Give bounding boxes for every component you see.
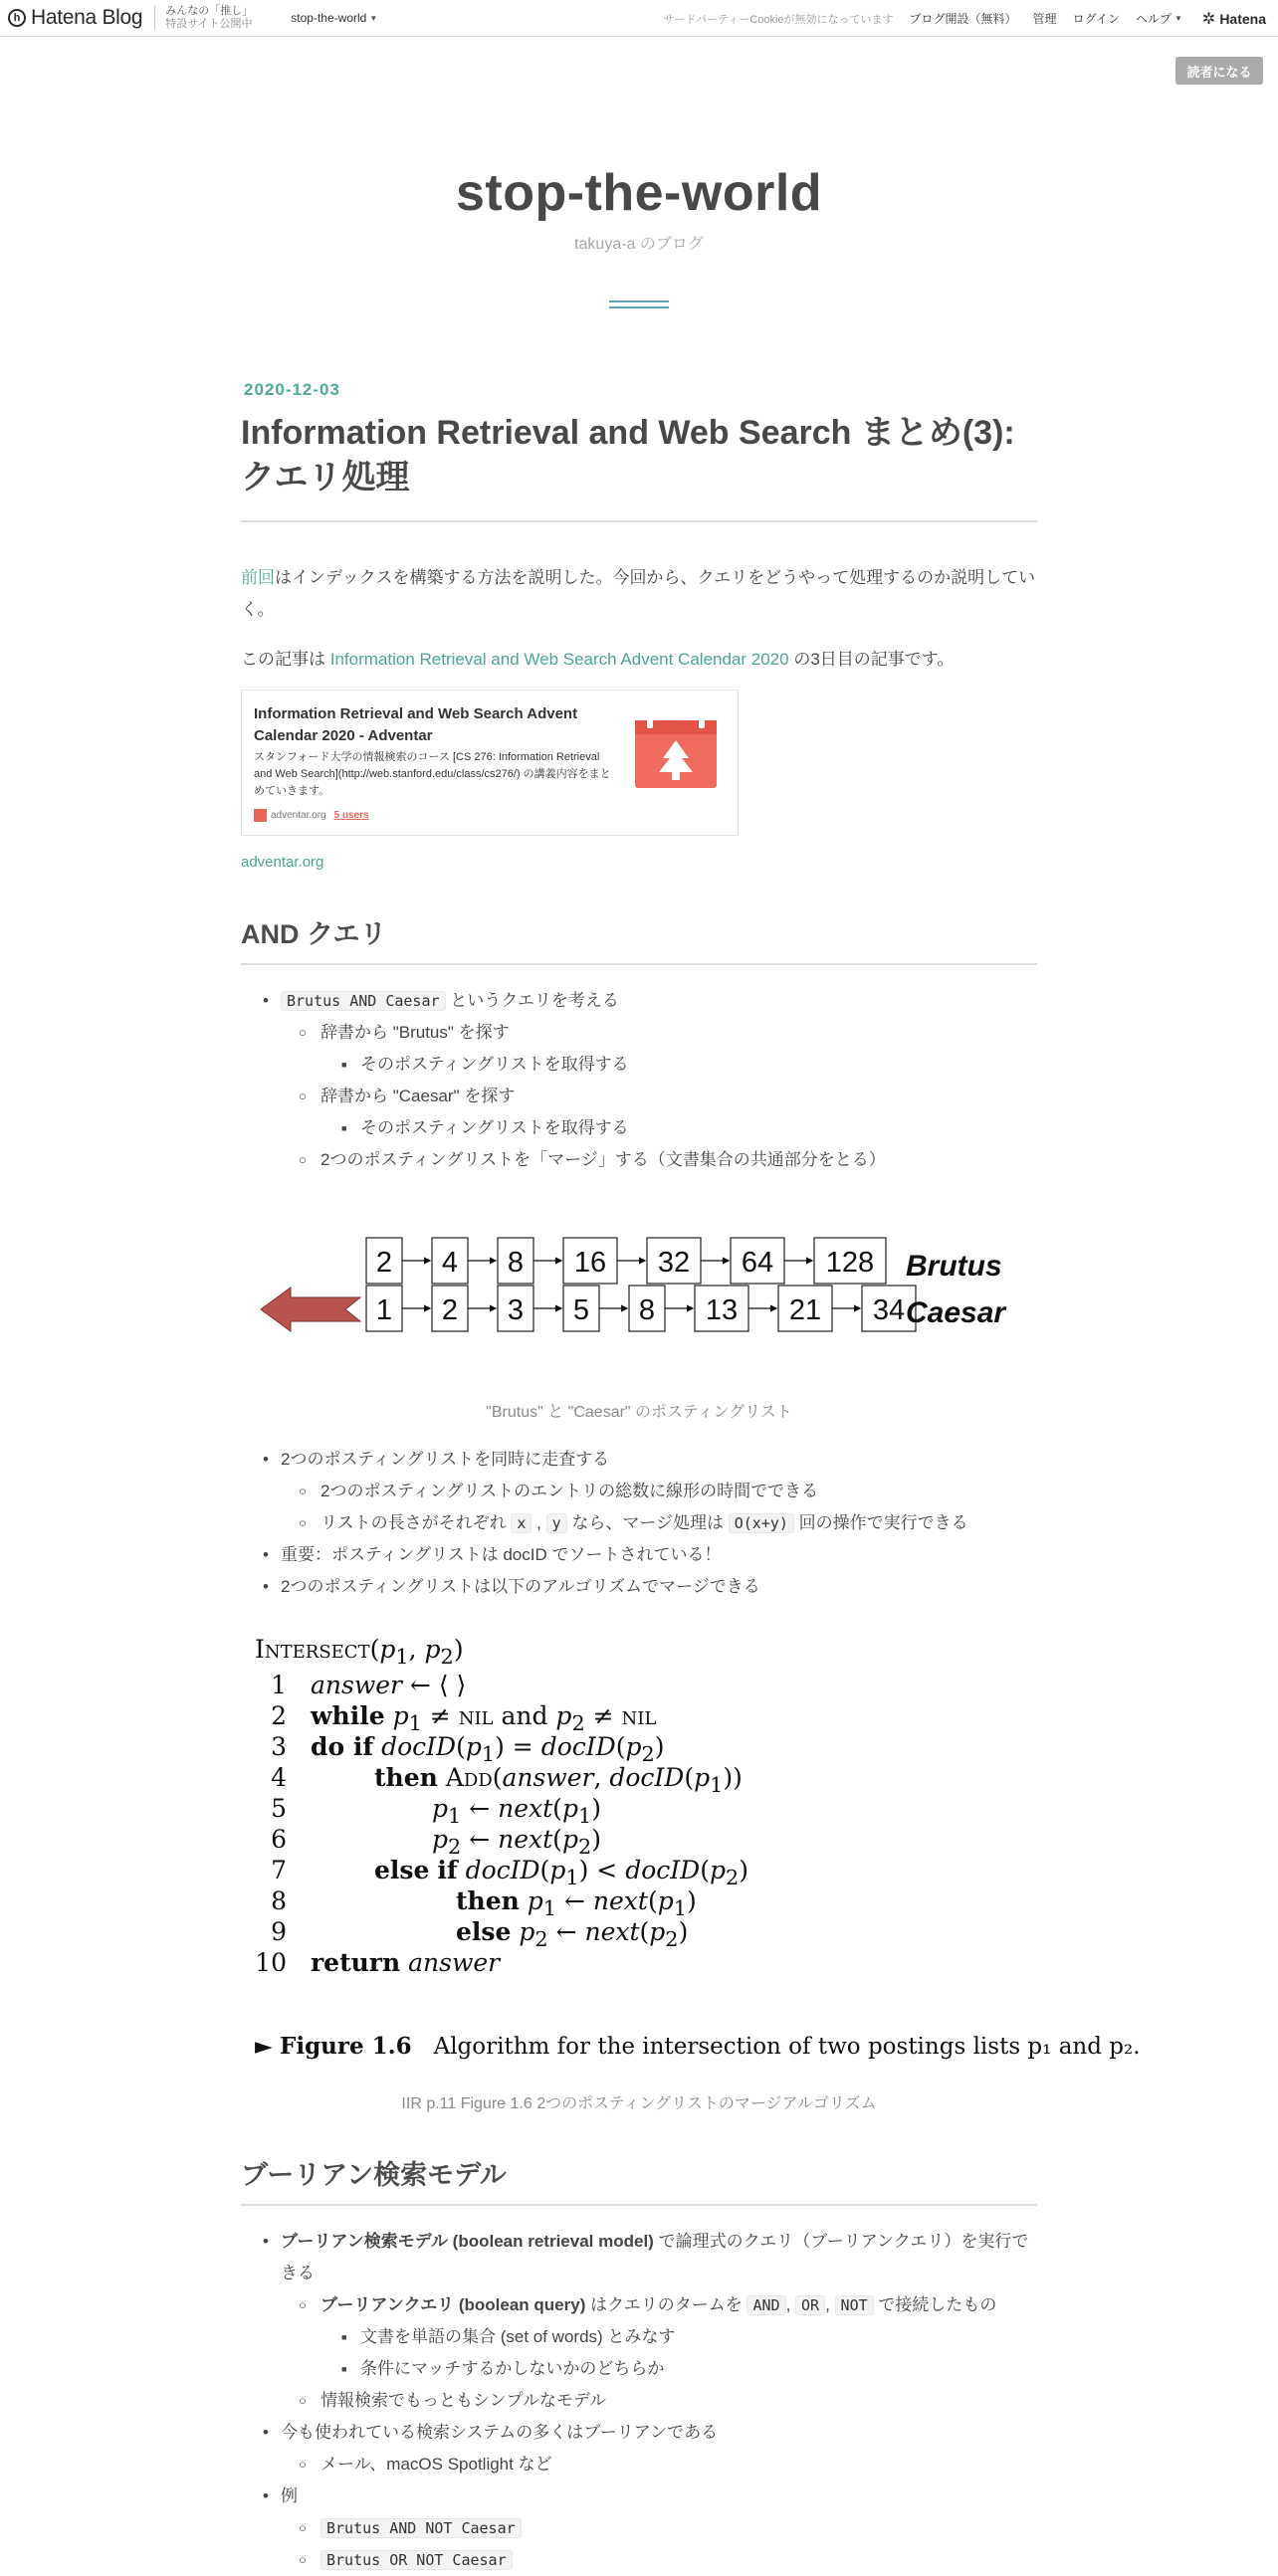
nav-admin-link[interactable]: 管理 — [1032, 12, 1057, 26]
list-item: ○ 2つのポスティングリストを「マージ」する（文書集合の共通部分をとる） — [241, 1144, 1037, 1176]
algo-line: while $p_1$ ≠ nil and $p_2$ ≠ nil — [311, 1701, 657, 1735]
embed-card-site — [254, 809, 369, 822]
section-heading-boolean-model: ブーリアン検索モデル — [241, 2153, 1037, 2206]
list-item-text: 回の操作で実行できる — [793, 1513, 968, 1532]
brutus-posting-value: 32 — [657, 1247, 691, 1279]
list-item — [241, 985, 1037, 1017]
bold-term: ブーリアン検索モデル (boolean retrieval model) — [281, 2232, 654, 2251]
algo-line: then $p_1$ ← $next(p_1)$ — [456, 1886, 697, 1920]
list-item — [241, 2226, 1037, 2289]
list-item — [241, 1507, 1037, 1539]
caesar-posting-value: 1 — [375, 1294, 393, 1326]
algo-line: return answer — [311, 1948, 501, 1977]
title-ornament — [609, 300, 669, 308]
header-nav — [663, 0, 1278, 37]
intro-text: はインデックスを構築する方法を説明した。今回から、クエリをどうやって処理するのか説明していく。 — [241, 568, 1036, 619]
blog-switcher[interactable] — [291, 11, 377, 25]
figure1-caption: "Brutus" と "Caesar" のポスティングリスト — [486, 1404, 792, 1421]
subscribe-button[interactable]: 読者になる — [1175, 57, 1263, 85]
nav-signup-link[interactable]: ブログ開設（無料） — [909, 12, 1017, 26]
list-item: • 重要：ポスティングリストは docID でソートされている！ — [241, 1539, 1037, 1571]
adventar-favicon-icon — [254, 809, 267, 822]
algo-line-number: 5 — [271, 1794, 287, 1823]
caesar-posting-value: 2 — [441, 1294, 459, 1326]
entry-title[interactable]: Information Retrieval and Web Search まとめ(3): クエリ処理 — [241, 411, 1037, 522]
hatena-star-icon: ✲ — [1201, 10, 1216, 28]
list-item: ○ ブーリアンクエリ (boolean query) はクエリのタームを AND , OR , NOT で接続したもの — [241, 2289, 1037, 2321]
postings-figure — [241, 1222, 1037, 1391]
algo-line-number: 7 — [271, 1856, 287, 1884]
list-item: ○ 情報検索でもっともシンプルなモデル — [241, 2385, 1037, 2417]
list-item: • 2つのポスティングリストを同時に走査する — [241, 1444, 1037, 1476]
list-item: • 今も使われている検索システムの多くはブーリアンである — [241, 2417, 1037, 2449]
boolean-model-list — [241, 2226, 1037, 2576]
algo-line: then Add(answer, $docID(p_1)$) — [374, 1763, 743, 1797]
promo-line2: 特設サイト公開中 — [165, 18, 253, 30]
embed-card-title[interactable]: Information Retrieval and Web Search Advent Calendar 2020 - Adventar — [254, 705, 578, 744]
algo-line: else $p_2$ ← $next(p_2)$ — [456, 1917, 689, 1951]
section-heading-and-query: AND クエリ — [241, 912, 1037, 965]
embed-card-users[interactable]: 5 users — [333, 810, 369, 821]
caesar-label: Caesar — [906, 1296, 1006, 1329]
algo-line: answer ← ⟨ ⟩ — [311, 1671, 467, 1699]
algo-line: do if $docID(p_1)$ = $docID(p_2)$ — [311, 1732, 665, 1766]
list-item-text: はクエリのタームを — [585, 2295, 747, 2314]
adventar-calendar-icon — [633, 714, 719, 790]
algo-line-number: 2 — [271, 1701, 287, 1730]
brutus-posting-value: 8 — [507, 1247, 525, 1279]
list-item: • 例 — [241, 2480, 1037, 2512]
embed-card-description: スタンフォード大学の情報検索のコース [CS 276: Information Retrieval and Web Search](http://web.stanford.edu/class/cs276/) の講義内容をまとめていきます。 — [254, 751, 611, 797]
blog-switcher-label: stop-the-world — [291, 11, 367, 25]
promo-link[interactable] — [165, 5, 253, 31]
blog-description: takuya-a のブログ — [574, 236, 704, 253]
inline-code: O(x+y) — [729, 1513, 794, 1533]
inline-code: x — [511, 1513, 532, 1533]
list-item-text: リストの長さがそれぞれ — [320, 1513, 512, 1532]
embed-card-site-name[interactable]: adventar.org — [271, 810, 326, 821]
list-item: ○ 2つのポスティングリストのエントリの総数に線形の時間でできる — [241, 1476, 1037, 1507]
brutus-posting-value: 128 — [825, 1247, 875, 1279]
nav-login-link[interactable]: ログイン — [1072, 12, 1120, 26]
caret-down-icon: ▼ — [1173, 14, 1182, 23]
algo-line: $p_2$ ← $next(p_2)$ — [432, 1825, 601, 1859]
brutus-posting-value: 64 — [741, 1247, 774, 1279]
list-item-text: というクエリを考える — [445, 991, 619, 1010]
list-item: ■ そのポスティングリストを取得する — [241, 1112, 1037, 1144]
merge-arrow-icon — [261, 1288, 360, 1331]
brutus-posting-value: 2 — [375, 1247, 393, 1279]
adventar-plain-link[interactable]: adventar.org — [241, 854, 324, 871]
list-item: ■ 文書を単語の集合 (set of words) とみなす — [241, 2321, 1037, 2353]
entry-date[interactable]: 2020-12-03 — [244, 380, 340, 399]
figure-text: Algorithm for the intersection of two postings lists p₁ and p₂. — [433, 2034, 1141, 2060]
inline-code: Brutus AND NOT Caesar — [320, 2518, 522, 2538]
advent-suffix: の3日目の記事です。 — [788, 650, 955, 669]
list-item: ○ 辞書から "Brutus" を探す — [241, 1017, 1037, 1049]
nav-help-menu[interactable] — [1136, 10, 1182, 27]
algo-line: $p_1$ ← $next(p_1)$ — [432, 1794, 601, 1828]
nav-help-label: ヘルプ — [1135, 12, 1172, 26]
cookie-notice: サードパーティーCookieが無効になっています — [663, 13, 894, 26]
intro-paragraph — [241, 562, 1037, 626]
list-item: ○ 辞書から "Caesar" を探す — [241, 1081, 1037, 1112]
list-item-text: , — [532, 1513, 546, 1532]
inline-code: y — [546, 1513, 567, 1533]
intersection-algorithm-figure — [241, 1631, 1141, 2088]
list-item: • 2つのポスティングリストは以下のアルゴリズムでマージできる — [241, 1571, 1037, 1603]
and-query-list — [241, 985, 1037, 1176]
algo-line-number: 9 — [271, 1917, 287, 1946]
global-header — [0, 0, 1278, 37]
algo-line-number: 6 — [271, 1825, 287, 1854]
advent-prefix: この記事は — [241, 650, 330, 669]
figure2-caption: IIR p.11 Figure 1.6 2つのポスティングリストのマージアルゴリズム — [401, 2095, 877, 2112]
inline-code: Brutus AND Caesar — [281, 991, 446, 1011]
article — [241, 380, 1141, 2576]
inline-code: OR — [795, 2295, 825, 2315]
inline-code: NOT — [835, 2295, 874, 2315]
merge-list — [241, 1444, 1037, 1603]
caret-down-icon: ▼ — [369, 13, 378, 23]
advent-calendar-link[interactable]: Information Retrieval and Web Search Advent Calendar 2020 — [329, 650, 789, 669]
algo-line: else if $docID(p_1)$ < $docID(p_2)$ — [374, 1856, 748, 1889]
caesar-posting-value: 3 — [507, 1294, 525, 1326]
bold-term: ブーリアンクエリ (boolean query) — [320, 2295, 586, 2314]
list-item-text: なら、マージ処理は — [566, 1513, 729, 1532]
algo-header: $Intersect(p_1$, $p_2$) — [255, 1635, 464, 1669]
algo-line-number: 4 — [271, 1763, 287, 1792]
header-divider — [154, 6, 155, 30]
caesar-posting-value: 21 — [788, 1294, 822, 1326]
list-item — [241, 2544, 1037, 2576]
algo-line-number: 3 — [271, 1732, 287, 1761]
brutus-label: Brutus — [906, 1250, 1002, 1283]
hatena-brand-text: Hatena — [1219, 10, 1266, 27]
hatena-blog-logo-icon: h — [8, 9, 26, 27]
caesar-posting-value: 34 — [872, 1294, 906, 1326]
postings-diagram — [241, 1222, 1037, 1391]
algo-line-number: 10 — [255, 1948, 287, 1977]
list-item: ■ そのポスティングリストを取得する — [241, 1049, 1037, 1081]
inline-code: AND — [746, 2295, 785, 2315]
caesar-posting-value: 5 — [572, 1294, 590, 1326]
embed-card[interactable] — [241, 690, 739, 836]
promo-line1: みんなの「推し」 — [165, 5, 254, 17]
blog-title[interactable]: stop-the-world — [455, 164, 823, 222]
advent-paragraph — [241, 644, 1037, 676]
algo-figure-caption: ► Figure 1.6 Algorithm for the intersection of two postings lists p₁ and p₂. — [255, 2033, 1141, 2060]
caesar-posting-value: 13 — [705, 1294, 739, 1326]
list-item — [241, 2512, 1037, 2544]
previous-post-link[interactable]: 前回 — [241, 568, 275, 587]
list-item: ■ 条件にマッチするかしないかのどちらか — [241, 2353, 1037, 2385]
list-item-text: で接続したもの — [873, 2295, 997, 2314]
brutus-posting-value: 4 — [441, 1247, 459, 1279]
hatena-brand-link[interactable] — [1202, 9, 1266, 29]
algo-line-number: 1 — [271, 1671, 287, 1699]
algo-line-number: 8 — [271, 1886, 287, 1915]
list-item-text: で論理式のクエリ（ブーリアンクエリ）を実行できる — [281, 2232, 1029, 2282]
brutus-posting-value: 16 — [573, 1247, 607, 1279]
figure-label: Figure 1.6 — [280, 2033, 412, 2060]
hatena-blog-logo[interactable] — [8, 0, 142, 37]
hatena-blog-logo-text: Hatena Blog — [31, 6, 143, 29]
list-item: ○ メール、macOS Spotlight など — [241, 2449, 1037, 2480]
inline-code: Brutus OR NOT Caesar — [320, 2550, 513, 2570]
caesar-posting-value: 8 — [638, 1294, 656, 1326]
